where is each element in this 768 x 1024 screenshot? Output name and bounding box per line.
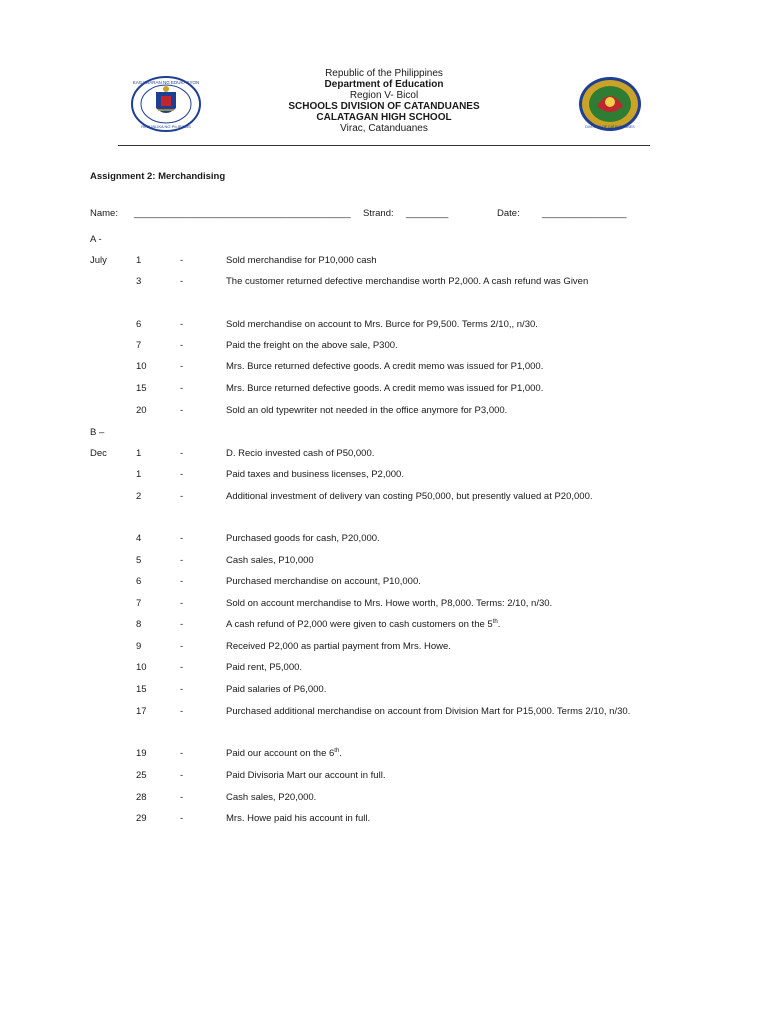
transaction-text: Sold merchandise on account to Mrs. Burce for P9,500. Terms 2/10,, n/30. xyxy=(226,319,538,330)
transaction-description xyxy=(226,486,666,508)
transaction-day: 10 xyxy=(136,361,147,372)
dash-separator: - xyxy=(180,469,184,480)
transaction-description xyxy=(226,765,666,787)
school-name: CALATAGAN HIGH SCHOOL xyxy=(316,112,452,123)
transaction-tail: . xyxy=(497,619,501,630)
transaction-text: Purchased additional merchandise on account from Division Mart for P15,000. Terms 2/10, n/30. xyxy=(226,706,631,717)
transaction-description xyxy=(226,593,666,615)
transaction-day: 7 xyxy=(136,598,142,609)
dash-separator: - xyxy=(180,383,184,394)
name-label: Name: xyxy=(90,208,118,219)
dash-separator: - xyxy=(180,598,184,609)
transaction-day: 25 xyxy=(136,770,147,781)
transaction-text: Paid our account on the 6 xyxy=(226,748,335,759)
transaction-description xyxy=(226,400,666,422)
dash-separator: - xyxy=(180,255,184,266)
month-label: Dec xyxy=(90,448,107,459)
right-seal-text: DIVISION OF CATANDUANES xyxy=(585,125,635,129)
transaction-day: 7 xyxy=(136,340,142,351)
transaction-description xyxy=(226,679,666,701)
transaction-text: D. Recio invested cash of P50,000. xyxy=(226,448,375,459)
dash-separator: - xyxy=(180,641,184,652)
ordinal-suffix: th xyxy=(492,618,498,625)
transaction-tail: . xyxy=(339,748,342,759)
transaction-description xyxy=(226,356,666,378)
transaction-day: 6 xyxy=(136,576,142,587)
transaction-day: 15 xyxy=(136,383,147,394)
transaction-text: Cash sales, P10,000 xyxy=(226,555,314,566)
date-label: Date: xyxy=(497,208,520,219)
dash-separator: - xyxy=(180,576,184,587)
transaction-description xyxy=(226,464,666,486)
section-b-label: B – xyxy=(90,427,105,438)
dash-separator: - xyxy=(180,662,184,673)
republic-line: Republic of the Philippines xyxy=(325,68,443,79)
transaction-text: Mrs. Burce returned defective goods. A credit memo was issued for P1,000. xyxy=(226,383,544,394)
date-field-line[interactable]: ________________ xyxy=(542,208,627,219)
month-label: July xyxy=(90,255,107,266)
transaction-text: Paid rent, P5,000. xyxy=(226,662,303,673)
transaction-text: Cash sales, P20,000. xyxy=(226,792,317,803)
transaction-text: The customer returned defective merchandise worth P2,000. A cash refund was Given xyxy=(226,276,589,287)
transaction-day: 17 xyxy=(136,706,147,717)
transaction-day: 9 xyxy=(136,641,142,652)
transaction-text: Mrs. Howe paid his account in full. xyxy=(226,813,371,824)
transaction-description xyxy=(226,528,666,550)
transaction-description xyxy=(226,701,666,723)
dash-separator: - xyxy=(180,792,184,803)
transaction-day: 1 xyxy=(136,255,142,266)
left-seal-text-top: KAGAWARAN NG EDUKASYON xyxy=(132,80,200,85)
division-line: SCHOOLS DIVISION OF CATANDUANES xyxy=(288,101,480,112)
dash-separator: - xyxy=(180,706,184,717)
student-info-row xyxy=(90,208,690,222)
strand-field-line[interactable]: ________ xyxy=(406,208,449,219)
transaction-day: 19 xyxy=(136,748,147,759)
transaction-description xyxy=(226,550,666,572)
transaction-description xyxy=(226,636,666,658)
transaction-description xyxy=(226,271,666,293)
transaction-text: Purchased merchandise on account, P10,000. xyxy=(226,576,421,587)
address-line: Virac, Catanduanes xyxy=(340,123,428,134)
transaction-day: 8 xyxy=(136,619,142,630)
dash-separator: - xyxy=(180,555,184,566)
transaction-text: Sold on account merchandise to Mrs. Howe worth, P8,000. Terms: 2/10, n/30. xyxy=(226,598,553,609)
dash-separator: - xyxy=(180,491,184,502)
transaction-description xyxy=(226,787,666,809)
assignment-title: Assignment 2: Merchandising xyxy=(90,171,226,182)
transaction-day: 10 xyxy=(136,662,147,673)
name-field-line[interactable]: _________________________________________ xyxy=(134,208,351,219)
transaction-text: Purchased goods for cash, P20,000. xyxy=(226,533,380,544)
transaction-text: Received P2,000 as partial payment from Mrs. Howe. xyxy=(226,641,451,652)
transaction-description xyxy=(226,614,666,636)
department-line: Department of Education xyxy=(324,79,444,90)
dash-separator: - xyxy=(180,405,184,416)
transaction-description xyxy=(226,743,666,765)
transaction-day: 20 xyxy=(136,405,147,416)
transaction-description xyxy=(226,443,666,465)
transaction-description xyxy=(226,808,666,830)
transaction-day: 28 xyxy=(136,792,147,803)
region-line: Region V- Bicol xyxy=(349,90,419,101)
ordinal-suffix: th xyxy=(334,747,340,754)
letterhead xyxy=(0,68,768,134)
dash-separator: - xyxy=(180,770,184,781)
dash-separator: - xyxy=(180,340,184,351)
dash-separator: - xyxy=(180,813,184,824)
transaction-day: 29 xyxy=(136,813,147,824)
transaction-text: A cash refund of P2,000 were given to cash customers on the 5 xyxy=(226,619,493,630)
transaction-text: Paid taxes and business licenses, P2,000. xyxy=(226,469,404,480)
transaction-description xyxy=(226,657,666,679)
transaction-description xyxy=(226,571,666,593)
transaction-day: 4 xyxy=(136,533,142,544)
dash-separator: - xyxy=(180,319,184,330)
transaction-day: 1 xyxy=(136,469,142,480)
transaction-description xyxy=(226,250,666,272)
section-a-label: A - xyxy=(90,234,102,245)
dash-separator: - xyxy=(180,361,184,372)
transaction-description xyxy=(226,378,666,400)
dash-separator: - xyxy=(180,748,184,759)
transaction-description xyxy=(226,335,666,357)
left-seal-text-bottom: REPUBLIKA NG PILIPINAS xyxy=(141,124,191,129)
dash-separator: - xyxy=(180,448,184,459)
transaction-text: Sold an old typewriter not needed in the office anymore for P3,000. xyxy=(226,405,508,416)
transaction-text: Paid salaries of P6,000. xyxy=(226,684,327,695)
transaction-day: 1 xyxy=(136,448,142,459)
transaction-text: Sold merchandise for P10,000 cash xyxy=(226,255,377,266)
strand-label: Strand: xyxy=(363,208,394,219)
transaction-day: 15 xyxy=(136,684,147,695)
header-divider xyxy=(118,145,650,146)
transaction-day: 2 xyxy=(136,491,142,502)
transaction-day: 3 xyxy=(136,276,142,287)
dash-separator: - xyxy=(180,619,184,630)
transaction-text: Additional investment of delivery van costing P50,000, but presently valued at P20,000. xyxy=(226,491,593,502)
dash-separator: - xyxy=(180,684,184,695)
transaction-text: Paid Divisoria Mart our account in full. xyxy=(226,770,386,781)
transaction-day: 5 xyxy=(136,555,142,566)
transaction-text: Paid the freight on the above sale, P300. xyxy=(226,340,398,351)
transaction-text: Mrs. Burce returned defective goods. A credit memo was issued for P1,000. xyxy=(226,361,544,372)
transaction-day: 6 xyxy=(136,319,142,330)
dash-separator: - xyxy=(180,533,184,544)
transaction-description xyxy=(226,314,666,336)
dash-separator: - xyxy=(180,276,184,287)
